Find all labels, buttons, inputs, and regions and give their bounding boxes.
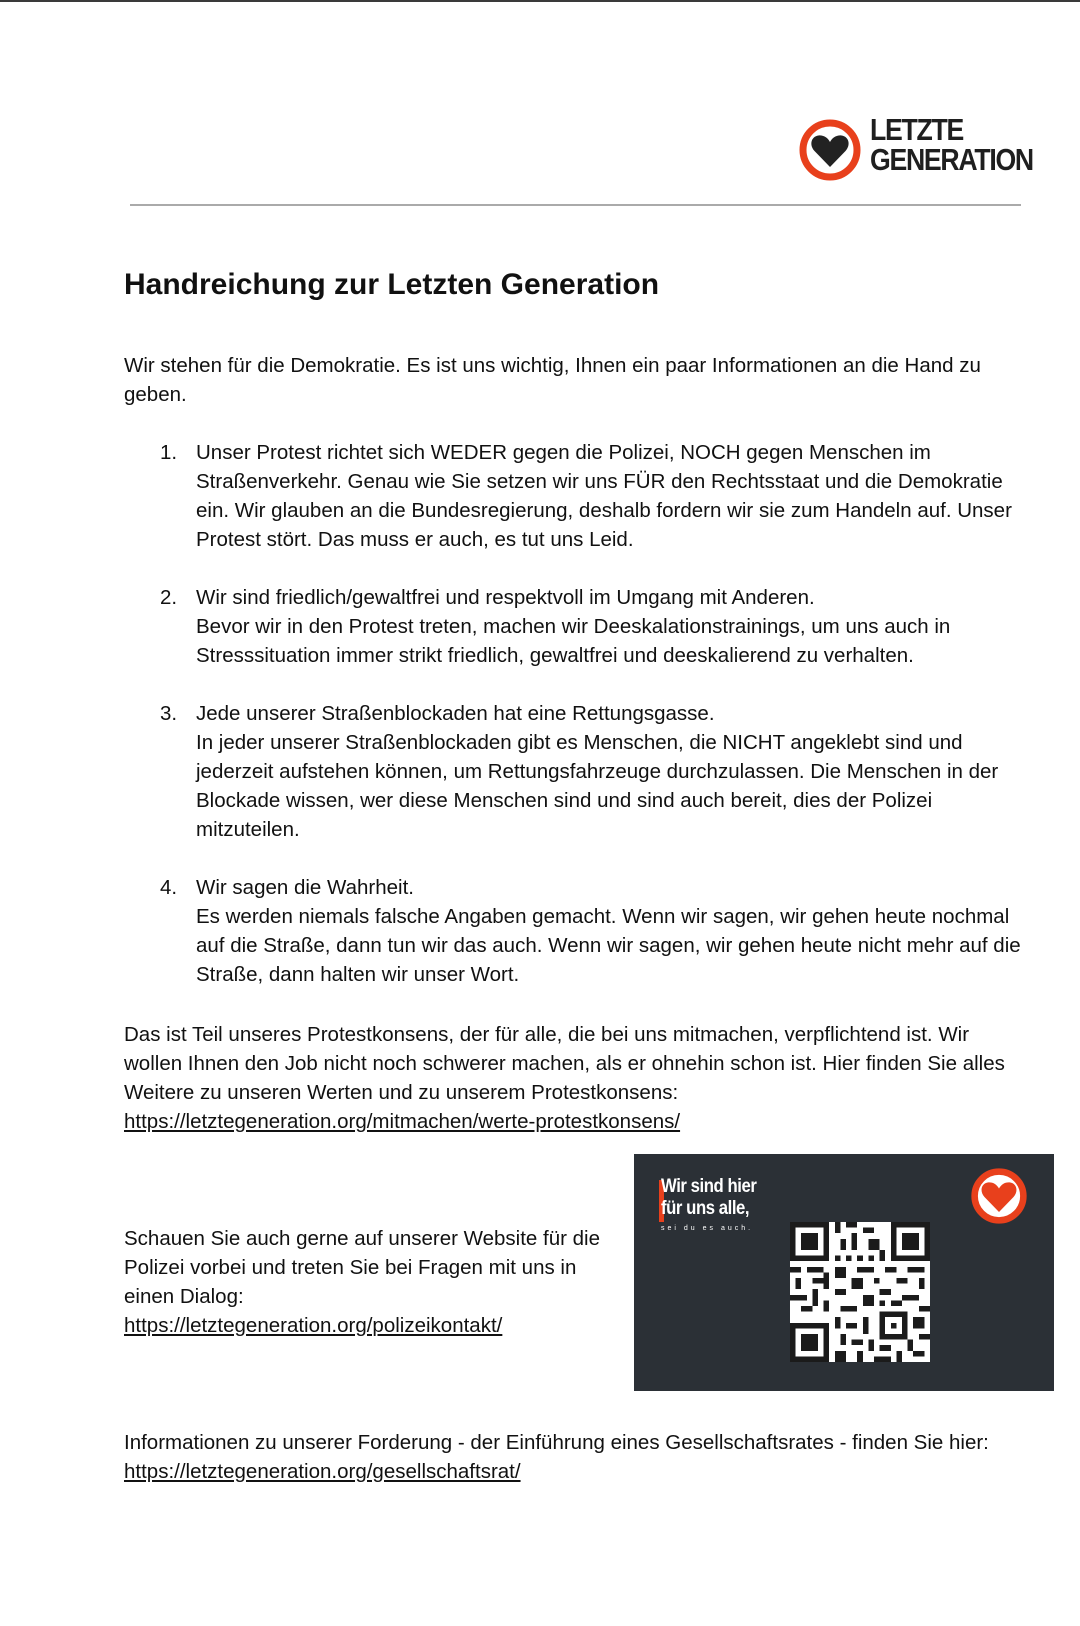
protestkonsens-text: Das ist Teil unseres Protestkonsens, der für alle, die bei uns mitmachen, verpflichtend ist. Wir wollen Ihnen den Job nicht noch schwerer machen, als er ohnehin schon ist. Hier finden Sie alles Weitere zu unseren Werten und zu unserem Protestkonsens:: [124, 1023, 1005, 1104]
logo-line-2: GENERATION: [870, 142, 1033, 177]
list-item-text: Unser Protest richtet sich WEDER gegen die Polizei, NOCH gegen Menschen im Straßenverkehr. Genau wie Sie setzen wir uns FÜR den Rechtsstaat und die Demokratie ein. Wir glauben an die Bundesregierung, deshalb fordern wir sie zum Handeln auf. Unser Protest stört. Das muss er auch, es tut uns Leid.: [196, 441, 1012, 551]
list-item-number: 3.: [160, 702, 178, 725]
logo-line-1: LETZTE: [870, 112, 963, 147]
list-item-text: Wir sagen die Wahrheit.: [196, 876, 414, 899]
website-paragraph: [124, 1224, 624, 1340]
intro-paragraph: Wir stehen für die Demokratie. Es ist uns wichtig, Ihnen ein paar Informationen an die Hand zu geben.: [124, 354, 981, 406]
principles-list: [124, 438, 1034, 1018]
card-subline: sei du es auch.: [661, 1225, 754, 1232]
qr-code-icon[interactable]: [790, 1222, 930, 1362]
header-divider: [130, 204, 1021, 206]
protestkonsens-link[interactable]: https://letztegeneration.org/mitmachen/werte-protestkonsens/: [124, 1110, 681, 1133]
forderung-paragraph: [124, 1428, 1024, 1486]
page-title: Handreichung zur Letzten Generation: [124, 268, 660, 301]
top-border: [0, 0, 1080, 2]
website-text: Schauen Sie auch gerne auf unserer Website für die Polizei vorbei und treten Sie bei Fragen mit uns in einen Dialog:: [124, 1227, 600, 1308]
forderung-text: Informationen zu unserer Forderung - der Einführung eines Gesellschaftsrates - finden Sie hier:: [124, 1431, 989, 1454]
list-item-detail: Bevor wir in den Protest treten, machen wir Deeskalationstrainings, um uns auch in Stresssituation immer strikt friedlich, gewaltfrei und deeskalierend zu verhalten.: [196, 615, 951, 667]
logo-wordmark: [870, 112, 1033, 177]
heart-logo-icon: [798, 118, 862, 182]
protestkonsens-paragraph: [124, 1020, 1024, 1136]
list-item-detail: Es werden niemals falsche Angaben gemacht. Wenn wir sagen, wir gehen heute nochmal auf die Straße, dann tun wir das auch. Wenn wir sagen, wir gehen heute nicht mehr auf die Straße, dann halten wir unser Wort.: [196, 905, 1021, 986]
polizeikontakt-link[interactable]: https://letztegeneration.org/polizeikontakt/: [124, 1314, 503, 1337]
list-item: [124, 873, 1034, 989]
card-headline-line-2: für uns alle,: [661, 1198, 750, 1219]
list-item-number: 4.: [160, 876, 178, 899]
list-item-number: 1.: [160, 441, 178, 464]
card-headline-line-1: Wir sind hier: [661, 1176, 757, 1197]
list-item: [124, 438, 1034, 554]
list-item: [124, 583, 1034, 670]
gesellschaftsrat-link[interactable]: https://letztegeneration.org/gesellschaftsrat/: [124, 1460, 521, 1483]
list-item-text: Wir sind friedlich/gewaltfrei und respektvoll im Umgang mit Anderen.: [196, 586, 815, 609]
list-item-number: 2.: [160, 586, 178, 609]
qr-card: [634, 1154, 1054, 1391]
card-headline: [661, 1176, 802, 1220]
heart-icon: [969, 1166, 1029, 1226]
list-item-detail: In jeder unserer Straßenblockaden gibt es Menschen, die NICHT angeklebt sind und jederzeit aufstehen können, um Rettungsfahrzeuge durchzulassen. Die Menschen in der Blockade wissen, wer diese Menschen sind und sind auch bereit, dies der Polizei mitzuteilen.: [196, 731, 999, 841]
list-item: [124, 699, 1034, 844]
list-item-text: Jede unserer Straßenblockaden hat eine Rettungsgasse.: [196, 702, 715, 725]
